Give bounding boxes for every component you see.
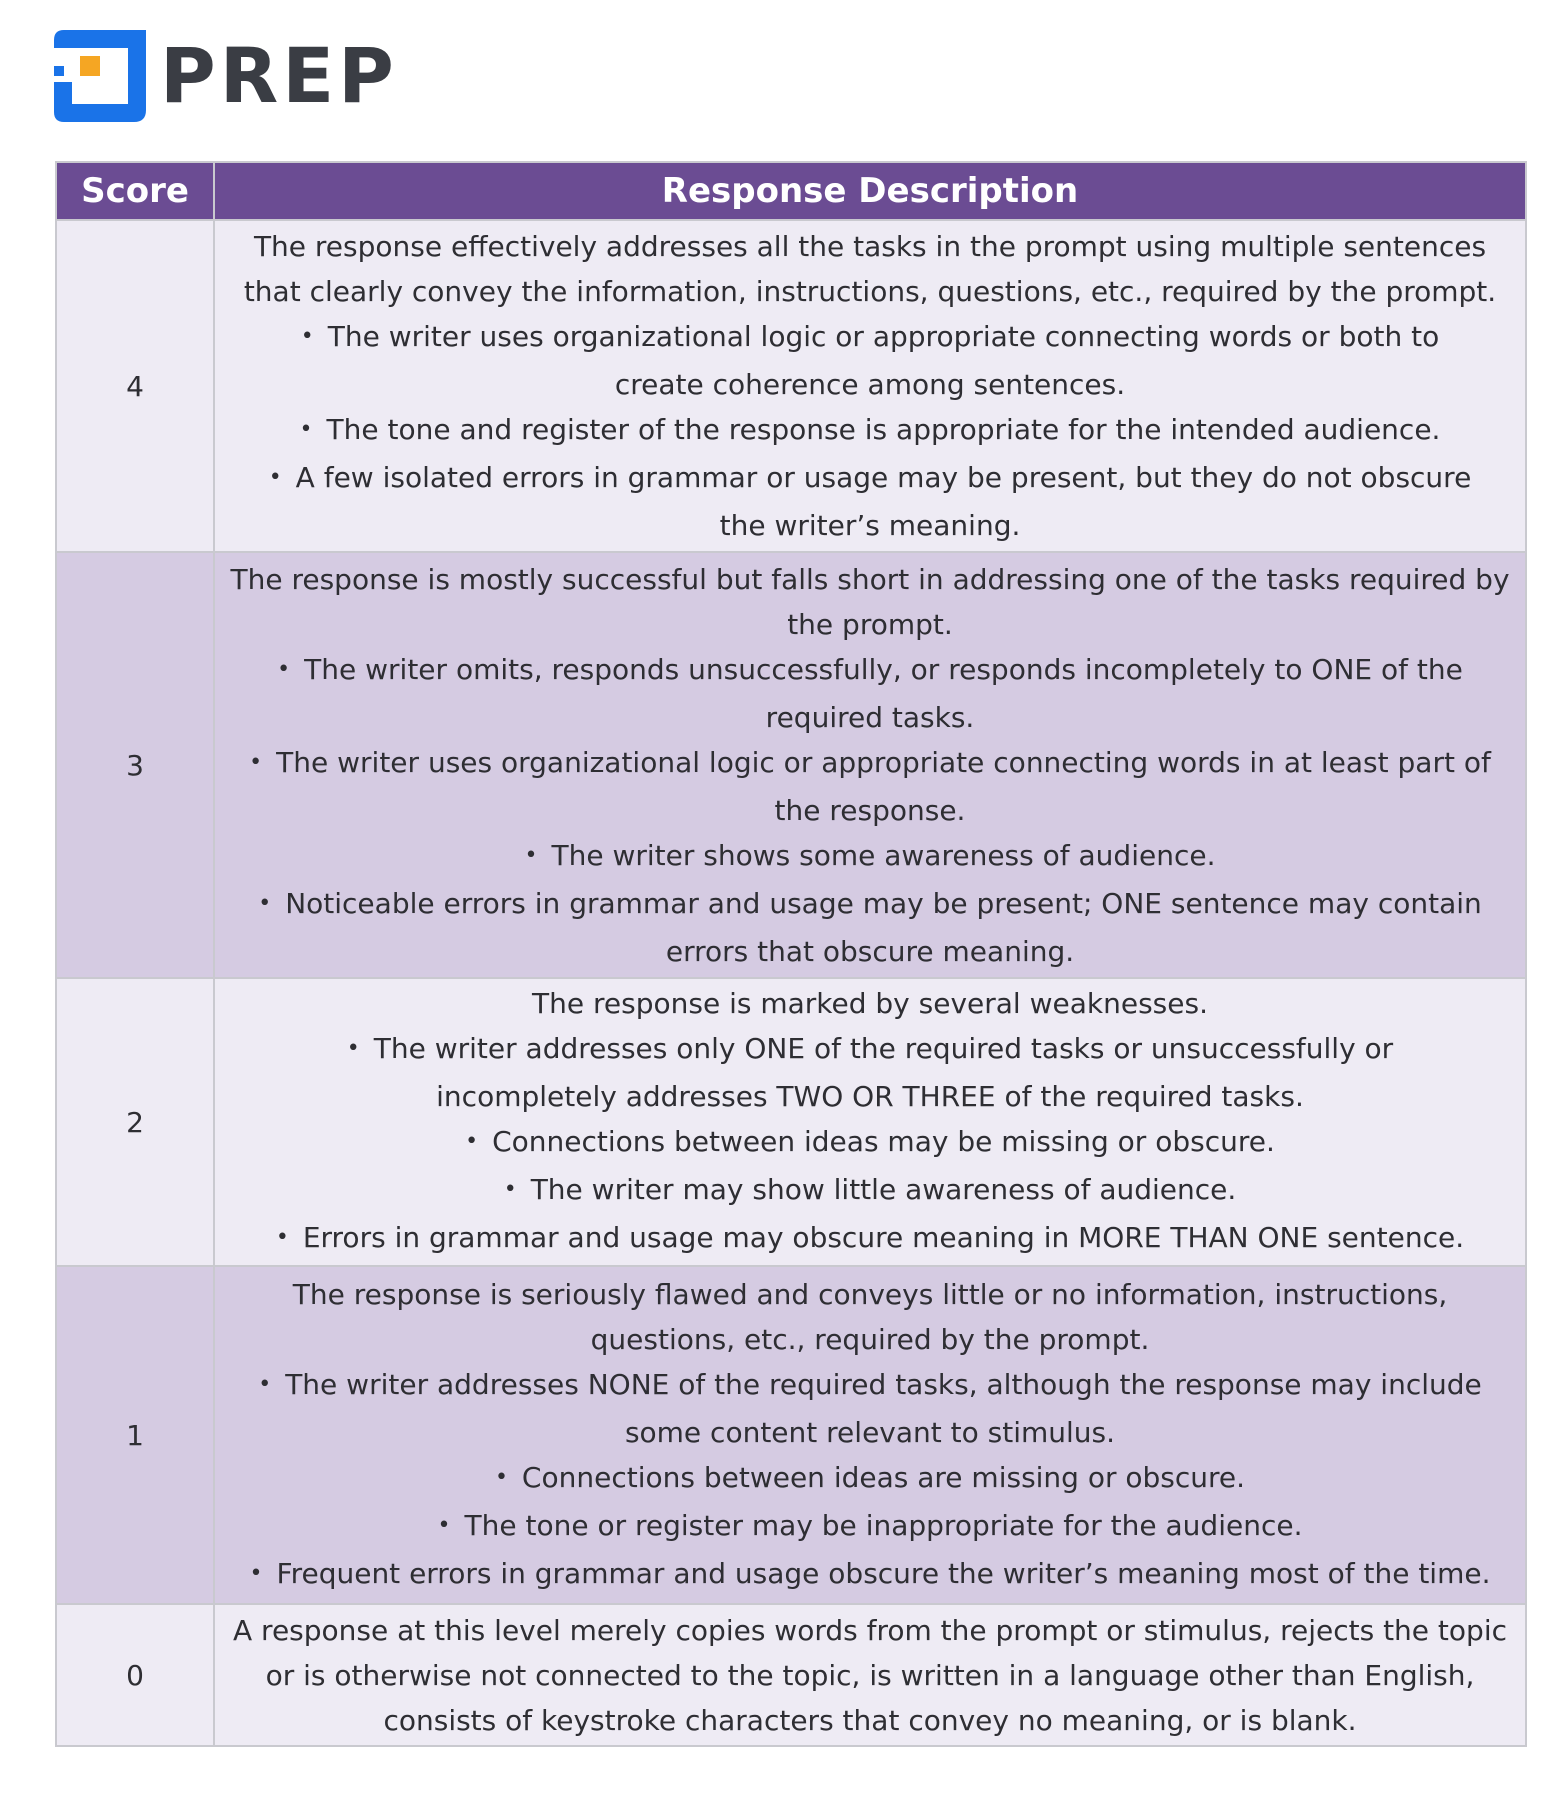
score-cell: 2	[56, 978, 214, 1266]
prep-logo-icon	[54, 30, 146, 122]
description-intro: The response is mostly successful but falls short in addressing one of the tasks required by the prompt.	[230, 562, 1510, 641]
table-row	[56, 552, 1526, 978]
description-intro: A response at this level merely copies words from the prompt or stimulus, rejects the topic or is otherwise not connected to the topic, is written in a language other than English, consists of keystroke characters that convey no meaning, or is blank.	[233, 1613, 1507, 1737]
brand-logo	[54, 30, 398, 122]
description-cell	[214, 978, 1526, 1266]
description-cell	[214, 1604, 1526, 1746]
description-intro: The response is marked by several weaknesses.	[532, 987, 1208, 1020]
description-bullet: • The tone and register of the response is appropriate for the intended audience.	[225, 407, 1515, 455]
description-cell	[214, 1266, 1526, 1604]
description-bullet: • The writer uses organizational logic or appropriate connecting words in at least part of the response.	[225, 740, 1515, 833]
description-cell	[214, 552, 1526, 978]
table-header-row	[56, 162, 1526, 220]
table-row	[56, 220, 1526, 552]
description-bullet: • Frequent errors in grammar and usage obscure the writer’s meaning most of the time.	[225, 1551, 1515, 1599]
description-bullet: • The writer uses organizational logic or appropriate connecting words or both to create coherence among sentences.	[225, 314, 1515, 407]
score-column-header: Score	[56, 162, 214, 220]
score-cell: 1	[56, 1266, 214, 1604]
description-intro: The response is seriously flawed and conveys little or no information, instructions, questions, etc., required by the prompt.	[292, 1277, 1448, 1356]
description-bullet: • The writer shows some awareness of audience.	[225, 833, 1515, 881]
description-bullet: • Errors in grammar and usage may obscure meaning in MORE THAN ONE sentence.	[225, 1215, 1515, 1263]
description-bullet: • Connections between ideas may be missing or obscure.	[225, 1119, 1515, 1167]
description-bullet: • The writer may show little awareness of audience.	[225, 1167, 1515, 1215]
table-row	[56, 1604, 1526, 1746]
description-bullet: • The writer addresses only ONE of the required tasks or unsuccessfully or incompletely addresses TWO OR THREE of the required tasks.	[225, 1026, 1515, 1119]
description-bullet: • The tone or register may be inappropriate for the audience.	[225, 1503, 1515, 1551]
score-cell: 0	[56, 1604, 214, 1746]
description-bullet: • Noticeable errors in grammar and usage may be present; ONE sentence may contain errors that obscure meaning.	[225, 881, 1515, 974]
description-column-header: Response Description	[214, 162, 1526, 220]
table-row	[56, 978, 1526, 1266]
brand-name: PREP	[160, 31, 398, 120]
description-bullet: • A few isolated errors in grammar or usage may be present, but they do not obscure the writer’s meaning.	[225, 455, 1515, 548]
score-cell: 4	[56, 220, 214, 552]
description-bullet: • The writer omits, responds unsuccessfully, or responds incompletely to ONE of the required tasks.	[225, 647, 1515, 740]
score-cell: 3	[56, 552, 214, 978]
description-bullet: • Connections between ideas are missing or obscure.	[225, 1455, 1515, 1503]
table-row	[56, 1266, 1526, 1604]
description-intro: The response effectively addresses all the tasks in the prompt using multiple sentences that clearly convey the information, instructions, questions, etc., required by the prompt.	[243, 230, 1497, 308]
scoring-rubric-table	[55, 161, 1527, 1747]
description-bullet: • The writer addresses NONE of the required tasks, although the response may include some content relevant to stimulus.	[225, 1362, 1515, 1455]
description-cell	[214, 220, 1526, 552]
